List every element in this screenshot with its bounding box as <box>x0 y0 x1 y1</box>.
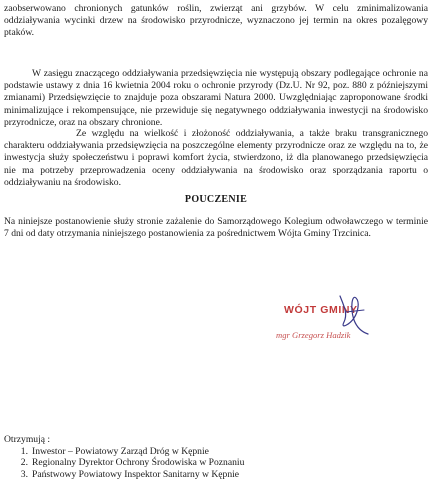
paragraph-protected-areas <box>4 68 428 129</box>
recipients-list <box>4 446 244 480</box>
recipient-text: Regionalny Dyrektor Ochrony Środowiska w Poznaniu <box>32 457 245 469</box>
stamp-title: WÓJT GMINY <box>284 304 358 316</box>
recipient-item <box>4 469 244 480</box>
paragraph-appeal-notice: Na niniejsze postanowienie służy stronie zażalenie do Samorządowego Kolegium odwoławczego w terminie 7 dni od daty otrzymania niniejszego postanowienia za pośrednictwem Wójta Gminy Trzcinica. <box>4 216 428 240</box>
stamp-name: mgr Grzegorz Hadzik <box>276 330 351 340</box>
recipient-text: Państwowy Powiatowy Inspektor Sanitarny w Kępnie <box>32 468 240 480</box>
paragraph-assessment <box>4 128 428 189</box>
section-heading: POUCZENIE <box>184 194 248 205</box>
recipient-item <box>4 457 244 468</box>
recipient-item <box>4 446 244 457</box>
recipient-number: 2. <box>20 457 28 469</box>
recipient-text: Inwestor – Powiatowy Zarząd Dróg w Kępnie <box>32 446 209 457</box>
official-stamp <box>268 292 408 362</box>
paragraph-assessment-text: Ze względu na wielkość i złożoność oddziaływania, a także braku transgranicznego charakteru oddziaływania przedsięwzięcia na poszczególne elementy przyrodnicze oraz ze względu na to, że inwestycja służy społeczeństwu i poprawi komfort życia, stwierdzono, iż dla planowanego przedsięwzięcia nie ma potrzeby przeprowadzenia oceny oddziaływania na środowisko oraz sporządzania raportu o oddziaływaniu na środowisko. <box>4 128 428 188</box>
recipient-number: 3. <box>20 468 28 480</box>
paragraph-protected-areas-text: W zasięgu znaczącego oddziaływania przedsięwzięcia nie występują obszary podlegające ochronie na podstawie ustawy z dnia 16 kwietnia 2004 roku o ochronie przyrody (Dz.U. Nr 92, poz. 880 z późniejszymi zmianami) Przedsięwzięcie to znajduje poza obszarami Natura 2000. Uwzględniając zaproponowane środki minimalizujące i rekompensujące, nie przewiduje się negatywnego oddziaływania inwestycji na środowisko przyrodnicze, oraz na obszary chronione. <box>4 68 428 128</box>
recipients-label: Otrzymują : <box>4 434 51 445</box>
recipient-number: 1. <box>20 446 28 457</box>
signature-mark <box>320 292 380 342</box>
paragraph-habitat: zaobserwowano chronionych gatunków roślin, zwierząt ani grzybów. W celu zminimalizowania oddziaływania wycinki drzew na środowisko przyrodnicze, wyznaczono jej termin na okres pozalęgowy ptaków. <box>4 3 428 39</box>
